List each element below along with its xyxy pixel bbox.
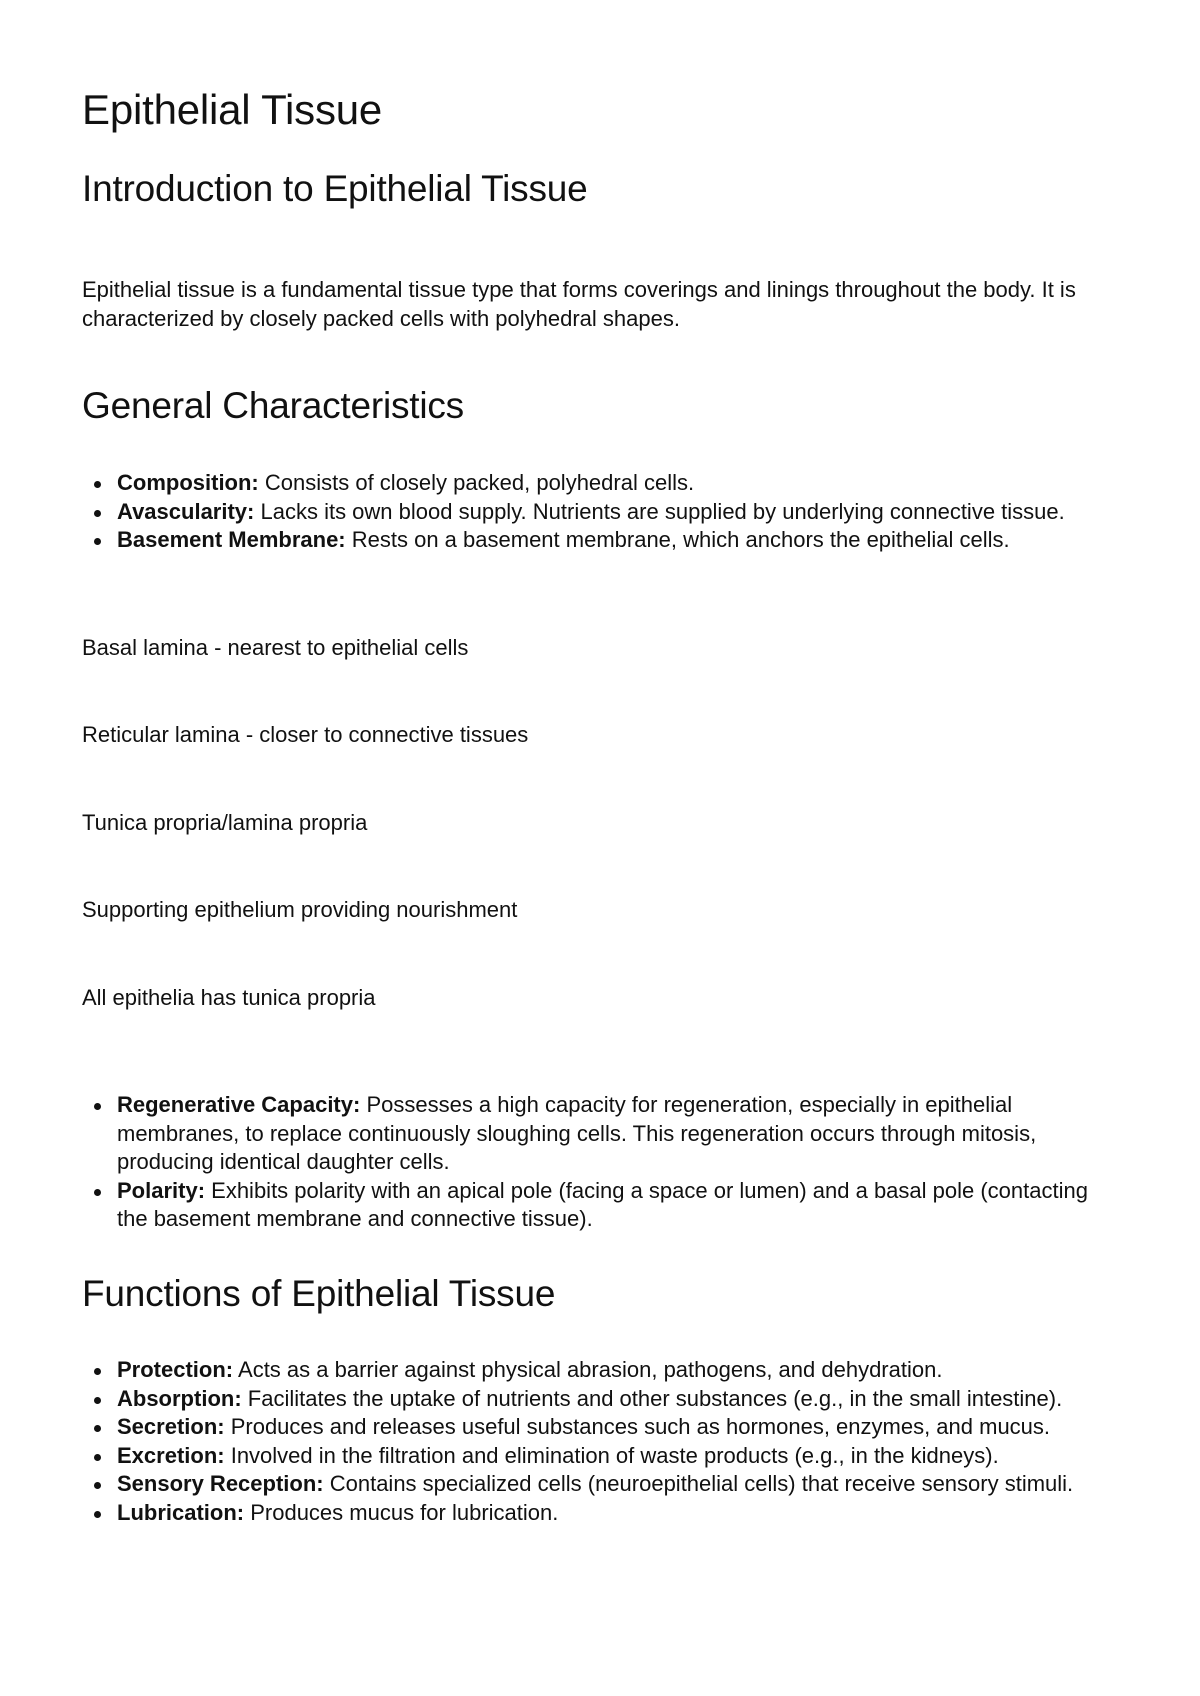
list-item-term: Composition: xyxy=(117,470,259,495)
list-item-text: Facilitates the uptake of nutrients and other substances (e.g., in the small intestine). xyxy=(241,1385,1063,1411)
list-item xyxy=(82,469,1122,498)
section-heading-introduction: Introduction to Epithelial Tissue xyxy=(82,168,588,209)
list-item xyxy=(82,1499,1122,1528)
characteristics-list-b xyxy=(82,1091,1122,1234)
characteristics-list-a xyxy=(82,469,1122,555)
list-item-text: Produces mucus for lubrication. xyxy=(244,1499,559,1525)
list-item xyxy=(82,1356,1122,1385)
list-item-text: Produces and releases useful substances such as hormones, enzymes, and mucus. xyxy=(224,1414,1051,1439)
list-item-term: Regenerative Capacity: xyxy=(117,1092,361,1117)
list-item xyxy=(82,1470,1122,1499)
note-all-epithelia: All epithelia has tunica propria xyxy=(82,985,376,1010)
list-item-term: Protection: xyxy=(117,1357,234,1382)
list-item-term: Sensory Reception: xyxy=(117,1471,324,1496)
list-item-term: Absorption: xyxy=(117,1385,242,1411)
list-item-term: Secretion: xyxy=(117,1414,225,1439)
list-item-term: Polarity: xyxy=(117,1177,206,1203)
note-tunica-propria: Tunica propria/lamina propria xyxy=(82,810,368,835)
list-item xyxy=(82,1091,1122,1177)
list-item xyxy=(82,1177,1122,1234)
list-item-text: Lacks its own blood supply. Nutrients are supplied by underlying connective tissue. xyxy=(254,498,1065,524)
document-title: Epithelial Tissue xyxy=(82,86,383,133)
list-item-term: Avascularity: xyxy=(117,498,255,524)
list-item-term: Basement Membrane: xyxy=(117,527,346,552)
list-item xyxy=(82,1413,1122,1442)
list-item-text: Rests on a basement membrane, which anchors the epithelial cells. xyxy=(345,527,1010,552)
note-reticular-lamina: Reticular lamina - closer to connective tissues xyxy=(82,722,529,747)
list-item-term: Excretion: xyxy=(117,1442,225,1468)
list-item-text: Contains specialized cells (neuroepithelial cells) that receive sensory stimuli. xyxy=(323,1471,1074,1496)
note-supporting-epithelium: Supporting epithelium providing nourishment xyxy=(82,897,518,922)
note-basal-lamina: Basal lamina - nearest to epithelial cells xyxy=(82,635,469,660)
list-item xyxy=(82,526,1122,555)
list-item-text: Possesses a high capacity for regeneration, especially in epithelial membranes, to replace continuously sloughing cells. This regeneration occurs through mitosis, producing identical daughter cells. xyxy=(117,1092,1037,1174)
section-heading-functions: Functions of Epithelial Tissue xyxy=(82,1273,556,1314)
list-item-text: Consists of closely packed, polyhedral cells. xyxy=(258,470,695,495)
list-item xyxy=(82,1442,1122,1471)
list-item xyxy=(82,498,1122,527)
list-item-term: Lubrication: xyxy=(117,1499,245,1525)
functions-list xyxy=(82,1356,1122,1527)
intro-paragraph: Epithelial tissue is a fundamental tissue type that forms coverings and linings throughout the body. It is characterized by closely packed cells with polyhedral shapes. xyxy=(82,277,1076,331)
section-heading-general-characteristics: General Characteristics xyxy=(82,385,464,426)
list-item-text: Acts as a barrier against physical abrasion, pathogens, and dehydration. xyxy=(233,1357,943,1382)
list-item-text: Involved in the filtration and elimination of waste products (e.g., in the kidneys). xyxy=(224,1442,999,1468)
list-item-text: Exhibits polarity with an apical pole (facing a space or lumen) and a basal pole (contacting the basement membrane and connective tissue). xyxy=(117,1177,1088,1231)
list-item xyxy=(82,1385,1122,1414)
